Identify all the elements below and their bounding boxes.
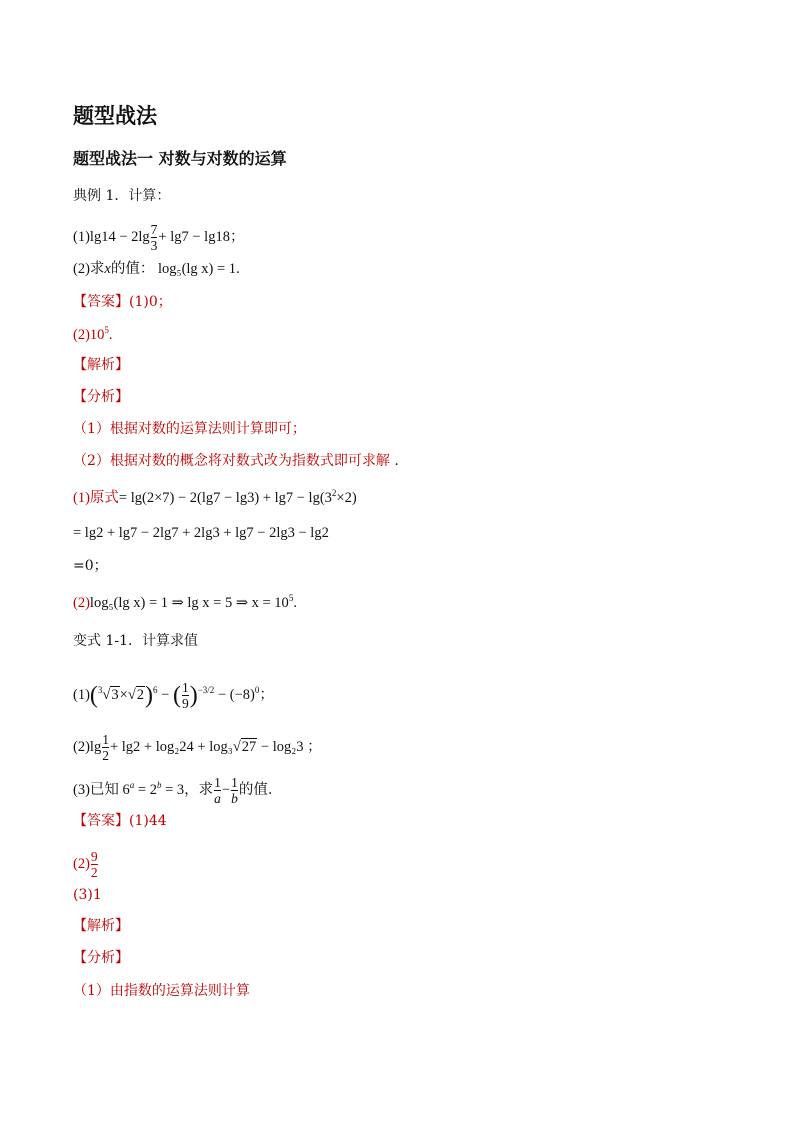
- example1-fenxi-label: 【分析】: [73, 389, 129, 405]
- q1-end: ；: [229, 228, 245, 245]
- vq1-exponent-a: 6: [153, 685, 158, 695]
- sol2-expr: log₅(lg x) = 1 ⇒ lg x = 5 ⇒ x = 10: [89, 595, 289, 611]
- variant-answer: [73, 811, 167, 831]
- q2-mid: 的值：: [110, 261, 155, 277]
- minus-sign: −: [217, 686, 227, 703]
- example1-heading: 典例 1．计算：: [73, 188, 171, 204]
- example1-answer: [73, 292, 172, 312]
- sol2-exponent: 5: [288, 593, 294, 604]
- analysis2-text: （2）根据对数的概念将对数式改为指数式即可求解: [73, 453, 390, 469]
- example1-solution1-line1: [73, 488, 357, 508]
- fraction-numerator: 1: [102, 732, 109, 747]
- example1-solution1-line3: =0；: [73, 558, 108, 574]
- vq2-expr-a: lg: [89, 738, 102, 755]
- vq2-end: ；: [307, 738, 322, 755]
- sqrt-radicand: 2: [136, 686, 145, 703]
- answer-label: 【答案】: [73, 294, 129, 310]
- variant-question2: (2)lg $\frac{1}{2}$ + lg2 + log₂24 + log₃√27 − log₂3 ；: [73, 732, 322, 763]
- minus-sign: −: [161, 686, 170, 703]
- fraction-denominator: a: [214, 791, 221, 806]
- fraction-numerator: 1: [231, 775, 238, 790]
- vq2-expr-c: − log₂3: [260, 738, 304, 755]
- vq3-fraction2: [231, 775, 238, 806]
- example1-analysis1: （1）根据对数的运算法则计算即可；: [73, 421, 306, 437]
- vq2-expr-b: + lg2 + log₂24 + log₃: [109, 738, 233, 755]
- variant-fenxi-label: 【分析】: [73, 950, 129, 966]
- vq1-fraction: [182, 680, 189, 711]
- vq3-end: 的值．: [238, 781, 283, 798]
- variant-analysis1: （1）由指数的运算法则计算: [73, 983, 250, 999]
- times-sign: ×: [119, 686, 128, 703]
- fraction-numerator: 1: [214, 775, 221, 790]
- q2-variable: x: [104, 261, 111, 277]
- q1-expr-b: + lg7 − lg18: [158, 228, 230, 245]
- cube-root-radicand: 3: [111, 686, 119, 703]
- q2-expr: log₅(lg x) = 1: [157, 261, 237, 277]
- fraction-numerator: 1: [181, 680, 189, 695]
- left-paren: (: [89, 682, 98, 709]
- minus-sign: −: [221, 781, 231, 798]
- vq3-mid: = 2: [134, 781, 157, 798]
- answer2-base: 10: [89, 327, 105, 343]
- example1-answer2: [73, 325, 113, 345]
- vq1-prefix: (1): [73, 686, 90, 703]
- sol1-text: 原式: [89, 490, 119, 506]
- vq1-exponent-c: 0: [254, 685, 260, 695]
- vq1-exponent-b: −3/2: [197, 685, 215, 695]
- sol2-prefix: (2): [73, 595, 90, 611]
- sol2-end: .: [293, 595, 297, 611]
- left-paren: (: [172, 682, 181, 709]
- fraction-denominator: b: [231, 791, 238, 806]
- answer1: (1)0；: [129, 294, 172, 310]
- vq2-prefix: (2): [73, 738, 90, 755]
- sol1-prefix: (1): [73, 490, 90, 506]
- q2-end: .: [236, 261, 240, 277]
- sol1-expr-a: = lg(2×7) − 2(lg7 − lg3) + lg7 − lg(3: [118, 490, 332, 506]
- vq2-fraction: [102, 732, 109, 763]
- fraction-denominator: 3: [150, 238, 158, 253]
- sol1-expr-b: ×2): [336, 490, 357, 506]
- vq1-end: ；: [259, 686, 274, 703]
- vq1-term-c: (−8): [229, 686, 255, 703]
- section-title: 题型战法一 对数与对数的运算: [73, 149, 287, 168]
- variant-question3: [73, 775, 282, 806]
- answer1: (1)44: [129, 813, 167, 829]
- vq3-exponent-a: a: [129, 780, 135, 790]
- variant-jiexi-label: 【解析】: [73, 918, 129, 934]
- vq3-text: ，求: [184, 781, 214, 798]
- analysis2-end: .: [394, 453, 399, 469]
- fraction-denominator: 9: [181, 696, 189, 711]
- cube-root-index: 3: [97, 685, 103, 695]
- answer2-exponent: 5: [104, 325, 109, 336]
- vq3-eq: = 3: [161, 781, 185, 798]
- fraction-denominator: 2: [90, 865, 98, 880]
- q1-number: (1): [73, 228, 90, 245]
- vq3-fraction1: [214, 775, 221, 806]
- vq3-prefix: (3)已知: [73, 781, 119, 798]
- answer2-end: .: [108, 327, 113, 343]
- fraction-numerator: 7: [150, 222, 158, 237]
- answer2-prefix: (2): [73, 327, 90, 343]
- example1-solution1-line2: = lg2 + lg7 − 2lg7 + 2lg3 + lg7 − 2lg3 − lg2: [73, 525, 329, 541]
- example1-analysis2: [73, 451, 399, 471]
- answer-label: 【答案】: [73, 813, 129, 829]
- fraction-numerator: 9: [90, 849, 98, 864]
- answer2-prefix: (2): [73, 855, 90, 872]
- right-paren: ): [145, 682, 154, 709]
- right-paren: ): [189, 682, 198, 709]
- q2-prefix: (2)求: [73, 261, 105, 277]
- fraction-denominator: 2: [102, 748, 109, 763]
- variant-heading: 变式 1-1．计算求值: [73, 633, 198, 649]
- example1-question2: [73, 259, 240, 279]
- sol1-exponent: 2: [331, 488, 337, 499]
- q1-fraction: [151, 222, 158, 253]
- example1-question1: [73, 222, 244, 253]
- q1-expr-a: lg14 − 2lg: [89, 228, 150, 245]
- example1-solution2: [73, 593, 297, 613]
- variant-question1: $(1)(^3√3\times√2)^6$ − ( $\frac{1}{9}$ )$^{-3/2} - (-8)^0$；: [73, 680, 274, 711]
- variant-answer2: [73, 849, 99, 880]
- vq2-radicand: 27: [241, 738, 257, 755]
- vq3-exponent-b: b: [156, 780, 162, 790]
- variant-answer3: (3)1: [73, 887, 102, 903]
- vq3-base1: 6: [122, 781, 130, 798]
- answer2-fraction: [91, 849, 98, 880]
- example1-jiexi-label: 【解析】: [73, 357, 129, 373]
- page-title: 题型战法: [73, 104, 157, 128]
